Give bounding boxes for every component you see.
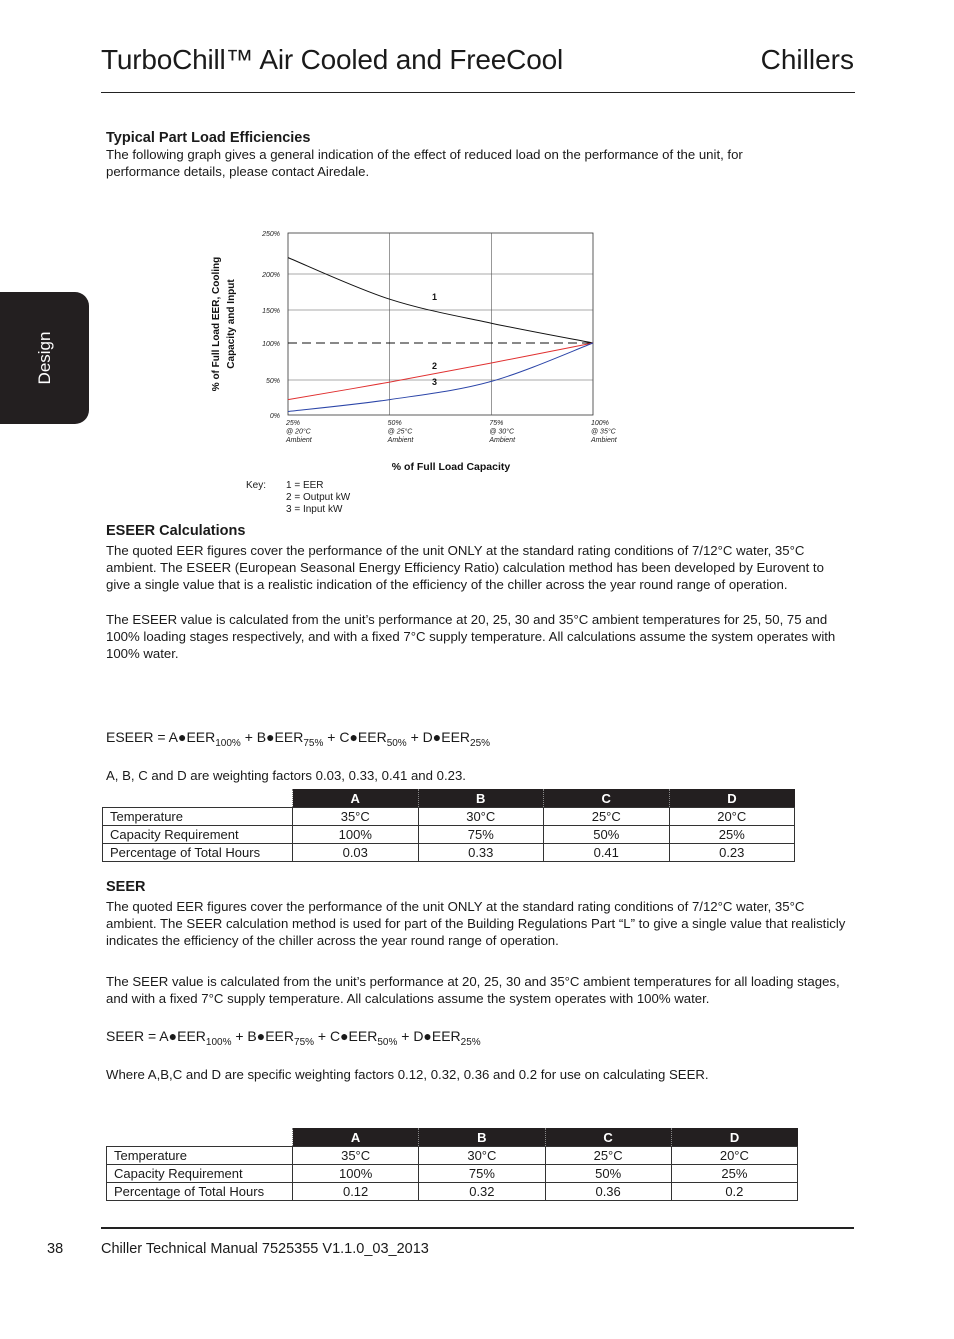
eseer-paragraph-1: The quoted EER figures cover the performance of the unit ONLY at the standard rating conditions of 7/12°C water, 35°C ambient. The ESEER (European Seasonal Energy Efficiency Ratio) calculation method has been developed by Eurovent to give a single value that is a realistic indication of the efficiency of the chiller across the year round range of operation. (106, 543, 824, 592)
table-cell: 0.23 (669, 844, 795, 862)
part-load-intro: The following graph gives a general indication of the effect of reduced load on the performance of the unit, for performance details, please contact Airedale. (106, 147, 743, 179)
plot-frame (288, 233, 593, 415)
page-number: 38 (47, 1241, 64, 1257)
table-row (107, 1183, 798, 1201)
row-label: Temperature (103, 808, 293, 826)
seer-weights-text: Where A,B,C and D are specific weighting factors 0.12, 0.32, 0.36 and 0.2 for use on calculating SEER. (106, 1067, 709, 1082)
table-header-blank (107, 1128, 293, 1147)
row-label: Capacity Requirement (107, 1165, 293, 1183)
table-header-row (107, 1128, 798, 1147)
table-cell: 0.2 (671, 1183, 797, 1201)
table-header-b: B (418, 789, 544, 808)
table-cell: 75% (419, 1165, 545, 1183)
table-cell: 0.36 (545, 1183, 671, 1201)
table-cell: 35°C (293, 808, 419, 826)
seer-formula-sub-b: 75% (294, 1036, 315, 1048)
eseer-formula-term-b: + B●EER (240, 729, 304, 745)
y-tick-label: 100% (262, 341, 280, 348)
series-label-3: 3 (432, 377, 438, 387)
section-side-tab (0, 292, 89, 424)
y-tick-label: 50% (265, 378, 280, 385)
header-divider (101, 92, 855, 93)
table-cell: 0.33 (418, 844, 544, 862)
series-line-1 (288, 258, 593, 343)
table-cell: 25% (671, 1165, 797, 1183)
series-label-2: 2 (432, 361, 438, 371)
eseer-formula-sub-a: 100% (215, 737, 241, 749)
table-cell: 100% (293, 1165, 419, 1183)
footer-divider (101, 1227, 854, 1229)
seer-heading: SEER (106, 879, 146, 895)
seer-formula-term-d: + D●EER (397, 1028, 461, 1044)
table-cell: 0.03 (293, 844, 419, 862)
table-row (103, 826, 795, 844)
table-header-c: C (544, 789, 670, 808)
y-tick-label: 150% (262, 308, 280, 315)
side-tab-label: Design (34, 331, 54, 385)
eseer-formula-sub-c: 50% (386, 737, 407, 749)
page-title-right: Chillers (760, 44, 854, 75)
x-tick-label: Ambient (387, 437, 414, 444)
table-cell: 35°C (293, 1147, 419, 1165)
eseer-formula-sub-b: 75% (303, 737, 324, 749)
part-load-heading: Typical Part Load Efficiencies (106, 130, 311, 146)
x-tick-label: 50% (387, 420, 402, 427)
y-axis-label: % of Full Load EER, Cooling (211, 256, 222, 392)
footer-doc-title: Chiller Technical Manual 7525355 V1.1.0_03_2013 (101, 1241, 429, 1257)
x-tick-label: 25% (286, 420, 301, 427)
table-header-a: A (293, 789, 419, 808)
eseer-formula-sub-d: 25% (470, 737, 491, 749)
seer-section (106, 879, 856, 1007)
table-cell: 30°C (418, 808, 544, 826)
table-cell: 0.41 (544, 844, 670, 862)
table-cell: 50% (545, 1165, 671, 1183)
table-cell: 75% (418, 826, 544, 844)
series-line-3 (288, 343, 593, 412)
seer-formula (106, 1028, 481, 1048)
chart-key-item-2: 2 = Output kW (286, 492, 351, 503)
table-cell: 30°C (419, 1147, 545, 1165)
table-cell: 20°C (669, 808, 795, 826)
x-tick-label: 100% (591, 420, 609, 427)
table-header-d: D (671, 1128, 797, 1147)
row-label: Capacity Requirement (103, 826, 293, 844)
seer-paragraph-2: The SEER value is calculated from the unit’s performance at 20, 25, 30 and 35°C ambient temperatures for all loading stages, and with a fixed 7°C supply temperature. All calculations assume the system operates with 100% water. (106, 974, 840, 1006)
x-tick-label: Ambient (591, 437, 617, 444)
chart-key-item-1: 1 = EER (286, 480, 324, 491)
x-tick-label: @ 25°C (387, 428, 413, 436)
seer-paragraph-1: The quoted EER figures cover the performance of the unit ONLY at the standard rating conditions of 7/12°C water, 35°C ambient. The SEER calculation method is used for part of the Building Regulations Part “L” to give a single value that realisticly indicates the efficiency of the chiller across the year round range of operation. (106, 899, 846, 948)
table-cell: 20°C (671, 1147, 797, 1165)
x-tick-label: @ 30°C (489, 428, 515, 436)
y-axis-label: Capacity and Input (226, 279, 237, 369)
eseer-table (102, 789, 795, 862)
eseer-formula-term-c: + C●EER (323, 729, 387, 745)
table-row (103, 844, 795, 862)
table-cell: 100% (293, 826, 419, 844)
x-tick-label: @ 20°C (286, 428, 311, 436)
table-cell: 50% (544, 826, 670, 844)
table-header-c: C (545, 1128, 671, 1147)
table-cell: 25% (669, 826, 795, 844)
part-load-section (106, 130, 856, 180)
table-header-d: D (669, 789, 795, 808)
eseer-formula-term-a: ESEER = A●EER (106, 729, 216, 745)
row-label: Percentage of Total Hours (107, 1183, 293, 1201)
table-header-row (103, 789, 795, 808)
y-tick-label: 0% (269, 413, 280, 420)
part-load-chart (200, 225, 620, 475)
page-title: TurboChill™ Air Cooled and FreeCool (101, 44, 563, 75)
table-row (103, 808, 795, 826)
eseer-weights-text: A, B, C and D are weighting factors 0.03, 0.33, 0.41 and 0.23. (106, 768, 466, 783)
y-tick-label: 200% (262, 272, 280, 279)
eseer-formula-term-d: + D●EER (406, 729, 471, 745)
chart-key-item-3: 3 = Input kW (286, 504, 343, 515)
row-label: Percentage of Total Hours (103, 844, 293, 862)
series-line-2 (288, 343, 593, 400)
x-tick-label: @ 35°C (591, 428, 616, 436)
eseer-heading: ESEER Calculations (106, 523, 246, 539)
seer-formula-sub-d: 25% (460, 1036, 481, 1048)
eseer-section (106, 523, 856, 662)
seer-table (106, 1128, 798, 1201)
seer-formula-sub-c: 50% (377, 1036, 398, 1048)
table-cell: 0.32 (419, 1183, 545, 1201)
x-tick-label: 75% (489, 420, 504, 427)
seer-formula-term-b: + B●EER (231, 1028, 295, 1044)
chart-key-label: Key: (246, 480, 267, 491)
table-cell: 0.12 (293, 1183, 419, 1201)
x-tick-label: Ambient (286, 437, 312, 444)
series-label-1: 1 (432, 292, 438, 302)
seer-formula-term-a: SEER = A●EER (106, 1028, 206, 1044)
table-row (107, 1147, 798, 1165)
table-header-b: B (419, 1128, 545, 1147)
table-cell: 25°C (545, 1147, 671, 1165)
y-tick-label: 250% (262, 231, 280, 238)
x-tick-label: Ambient (489, 437, 516, 444)
table-cell: 25°C (544, 808, 670, 826)
eseer-formula (106, 729, 490, 749)
table-header-a: A (293, 1128, 419, 1147)
seer-formula-term-c: + C●EER (314, 1028, 378, 1044)
eseer-paragraph-2: The ESEER value is calculated from the unit’s performance at 20, 25, 30 and 35°C ambient temperatures for 25, 50, 75 and 100% loading stages respectively, and with a fixed 7°C supply temperature. All calculations assume the system operates with 100% water. (106, 612, 836, 661)
row-label: Temperature (107, 1147, 293, 1165)
table-row (107, 1165, 798, 1183)
x-axis-label: % of Full Load Capacity (391, 461, 511, 473)
seer-formula-sub-a: 100% (205, 1036, 232, 1048)
table-header-blank (103, 789, 293, 808)
